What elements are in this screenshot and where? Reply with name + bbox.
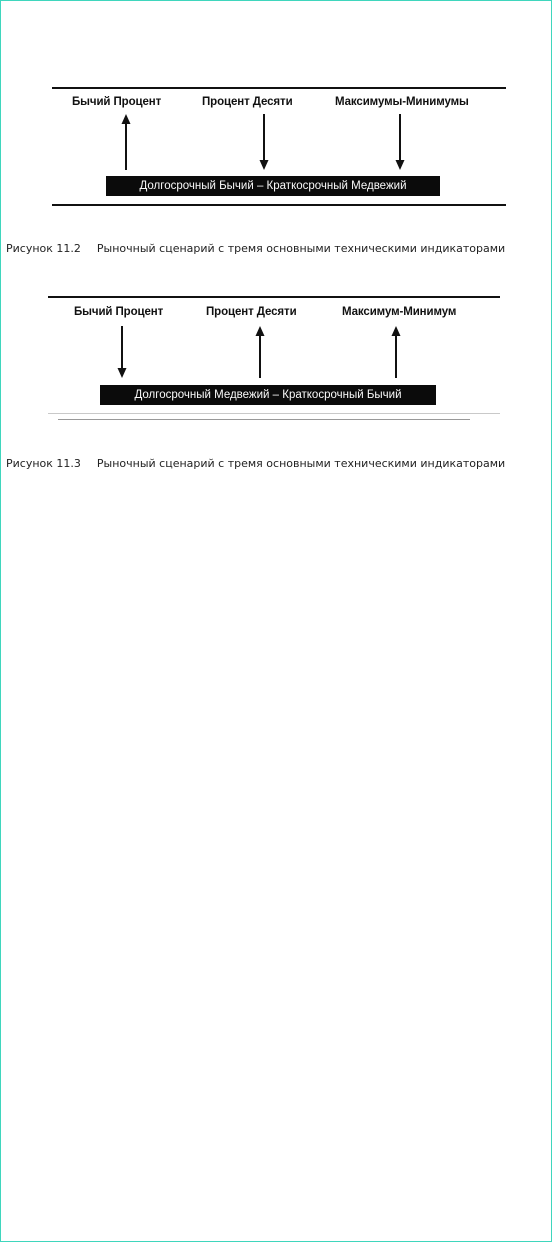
scenario-bar: Долгосрочный Бычий – Краткосрочный Медвежий (106, 176, 440, 196)
caption-number: Рисунок 11.2 (6, 242, 81, 255)
label-bull-percent: Бычий Процент (74, 306, 164, 318)
caption-11-3 (6, 457, 505, 470)
scenario-bar: Долгосрочный Медвежий – Краткосрочный Бычий (100, 385, 436, 405)
arrow-down-icon (394, 114, 406, 172)
caption-text: Рыночный сценарий с тремя основными техническими индикаторами (96, 242, 506, 255)
caption-11-2 (6, 242, 505, 255)
arrow-up-icon (254, 326, 266, 380)
label-highs-lows: Максимумы-Минимумы (335, 96, 469, 108)
caption-text: Рыночный сценарий с тремя основными техническими индикаторами (96, 457, 506, 470)
figure-11-3 (48, 292, 500, 424)
label-ten-percent: Процент Десяти (202, 96, 293, 108)
figure-11-2 (52, 82, 506, 210)
figure-bottom-line (58, 419, 470, 420)
arrow-down-icon (116, 326, 128, 380)
figure-top-rule (52, 87, 506, 89)
figure-bottom-rule (52, 204, 506, 206)
label-bull-percent: Бычий Процент (72, 96, 162, 108)
arrow-up-icon (390, 326, 402, 380)
caption-number: Рисунок 11.3 (6, 457, 81, 470)
figure-bottom-line (48, 413, 500, 414)
arrow-up-icon (120, 114, 132, 172)
arrow-down-icon (258, 114, 270, 172)
label-ten-percent: Процент Десяти (206, 306, 297, 318)
label-high-low: Максимум-Минимум (342, 306, 457, 318)
figure-top-rule (48, 296, 500, 298)
